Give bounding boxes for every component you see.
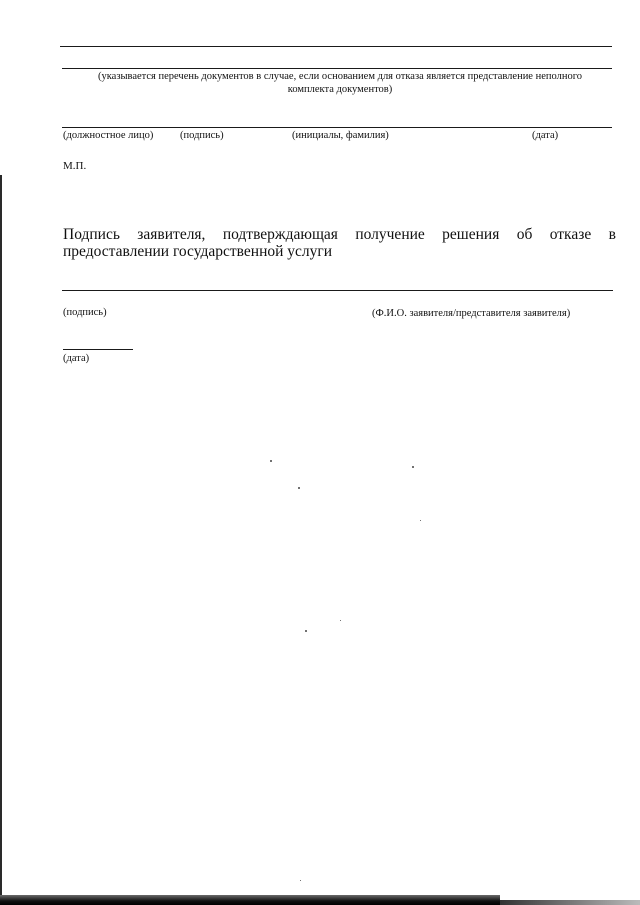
word: получение bbox=[355, 226, 425, 243]
scan-speck bbox=[270, 460, 272, 462]
scan-speck bbox=[298, 487, 300, 489]
word: в bbox=[608, 226, 616, 243]
date-line bbox=[63, 349, 133, 350]
applicant-label-date: (дата) bbox=[63, 353, 90, 364]
official-signature-line bbox=[62, 127, 612, 128]
applicant-signature-line bbox=[62, 290, 613, 291]
word: заявителя, bbox=[137, 226, 206, 243]
top-rule bbox=[60, 46, 612, 47]
scan-speck bbox=[340, 620, 341, 621]
applicant-text-line-1 bbox=[63, 226, 616, 243]
applicant-text-line-2: предоставлении государственной услуги bbox=[63, 243, 333, 260]
word: подтверждающая bbox=[222, 226, 338, 243]
scan-edge-mark bbox=[0, 175, 2, 905]
applicant-confirmation-text bbox=[63, 226, 616, 260]
word: об bbox=[516, 226, 533, 243]
label-date: (дата) bbox=[532, 130, 559, 141]
scan-bottom-edge bbox=[0, 895, 500, 905]
documents-list-line bbox=[62, 68, 612, 69]
word: отказе bbox=[549, 226, 592, 243]
label-signature: (подпись) bbox=[180, 130, 224, 141]
documents-caption: (указывается перечень документов в случае, если основанием для отказа является представление неполного комплекта документов) bbox=[97, 71, 583, 95]
applicant-label-signature: (подпись) bbox=[63, 307, 107, 318]
scan-speck bbox=[300, 880, 301, 881]
word: решения bbox=[442, 226, 500, 243]
word: Подпись bbox=[63, 226, 120, 243]
scan-bottom-edge-tail bbox=[500, 900, 640, 905]
applicant-label-name: (Ф.И.О. заявителя/представителя заявителя) bbox=[372, 308, 571, 319]
scan-speck bbox=[420, 520, 421, 521]
label-official: (должностное лицо) bbox=[63, 130, 154, 141]
scan-speck bbox=[412, 466, 414, 468]
stamp-label: М.П. bbox=[63, 160, 87, 172]
scan-speck bbox=[305, 630, 307, 632]
label-initials: (инициалы, фамилия) bbox=[292, 130, 389, 141]
